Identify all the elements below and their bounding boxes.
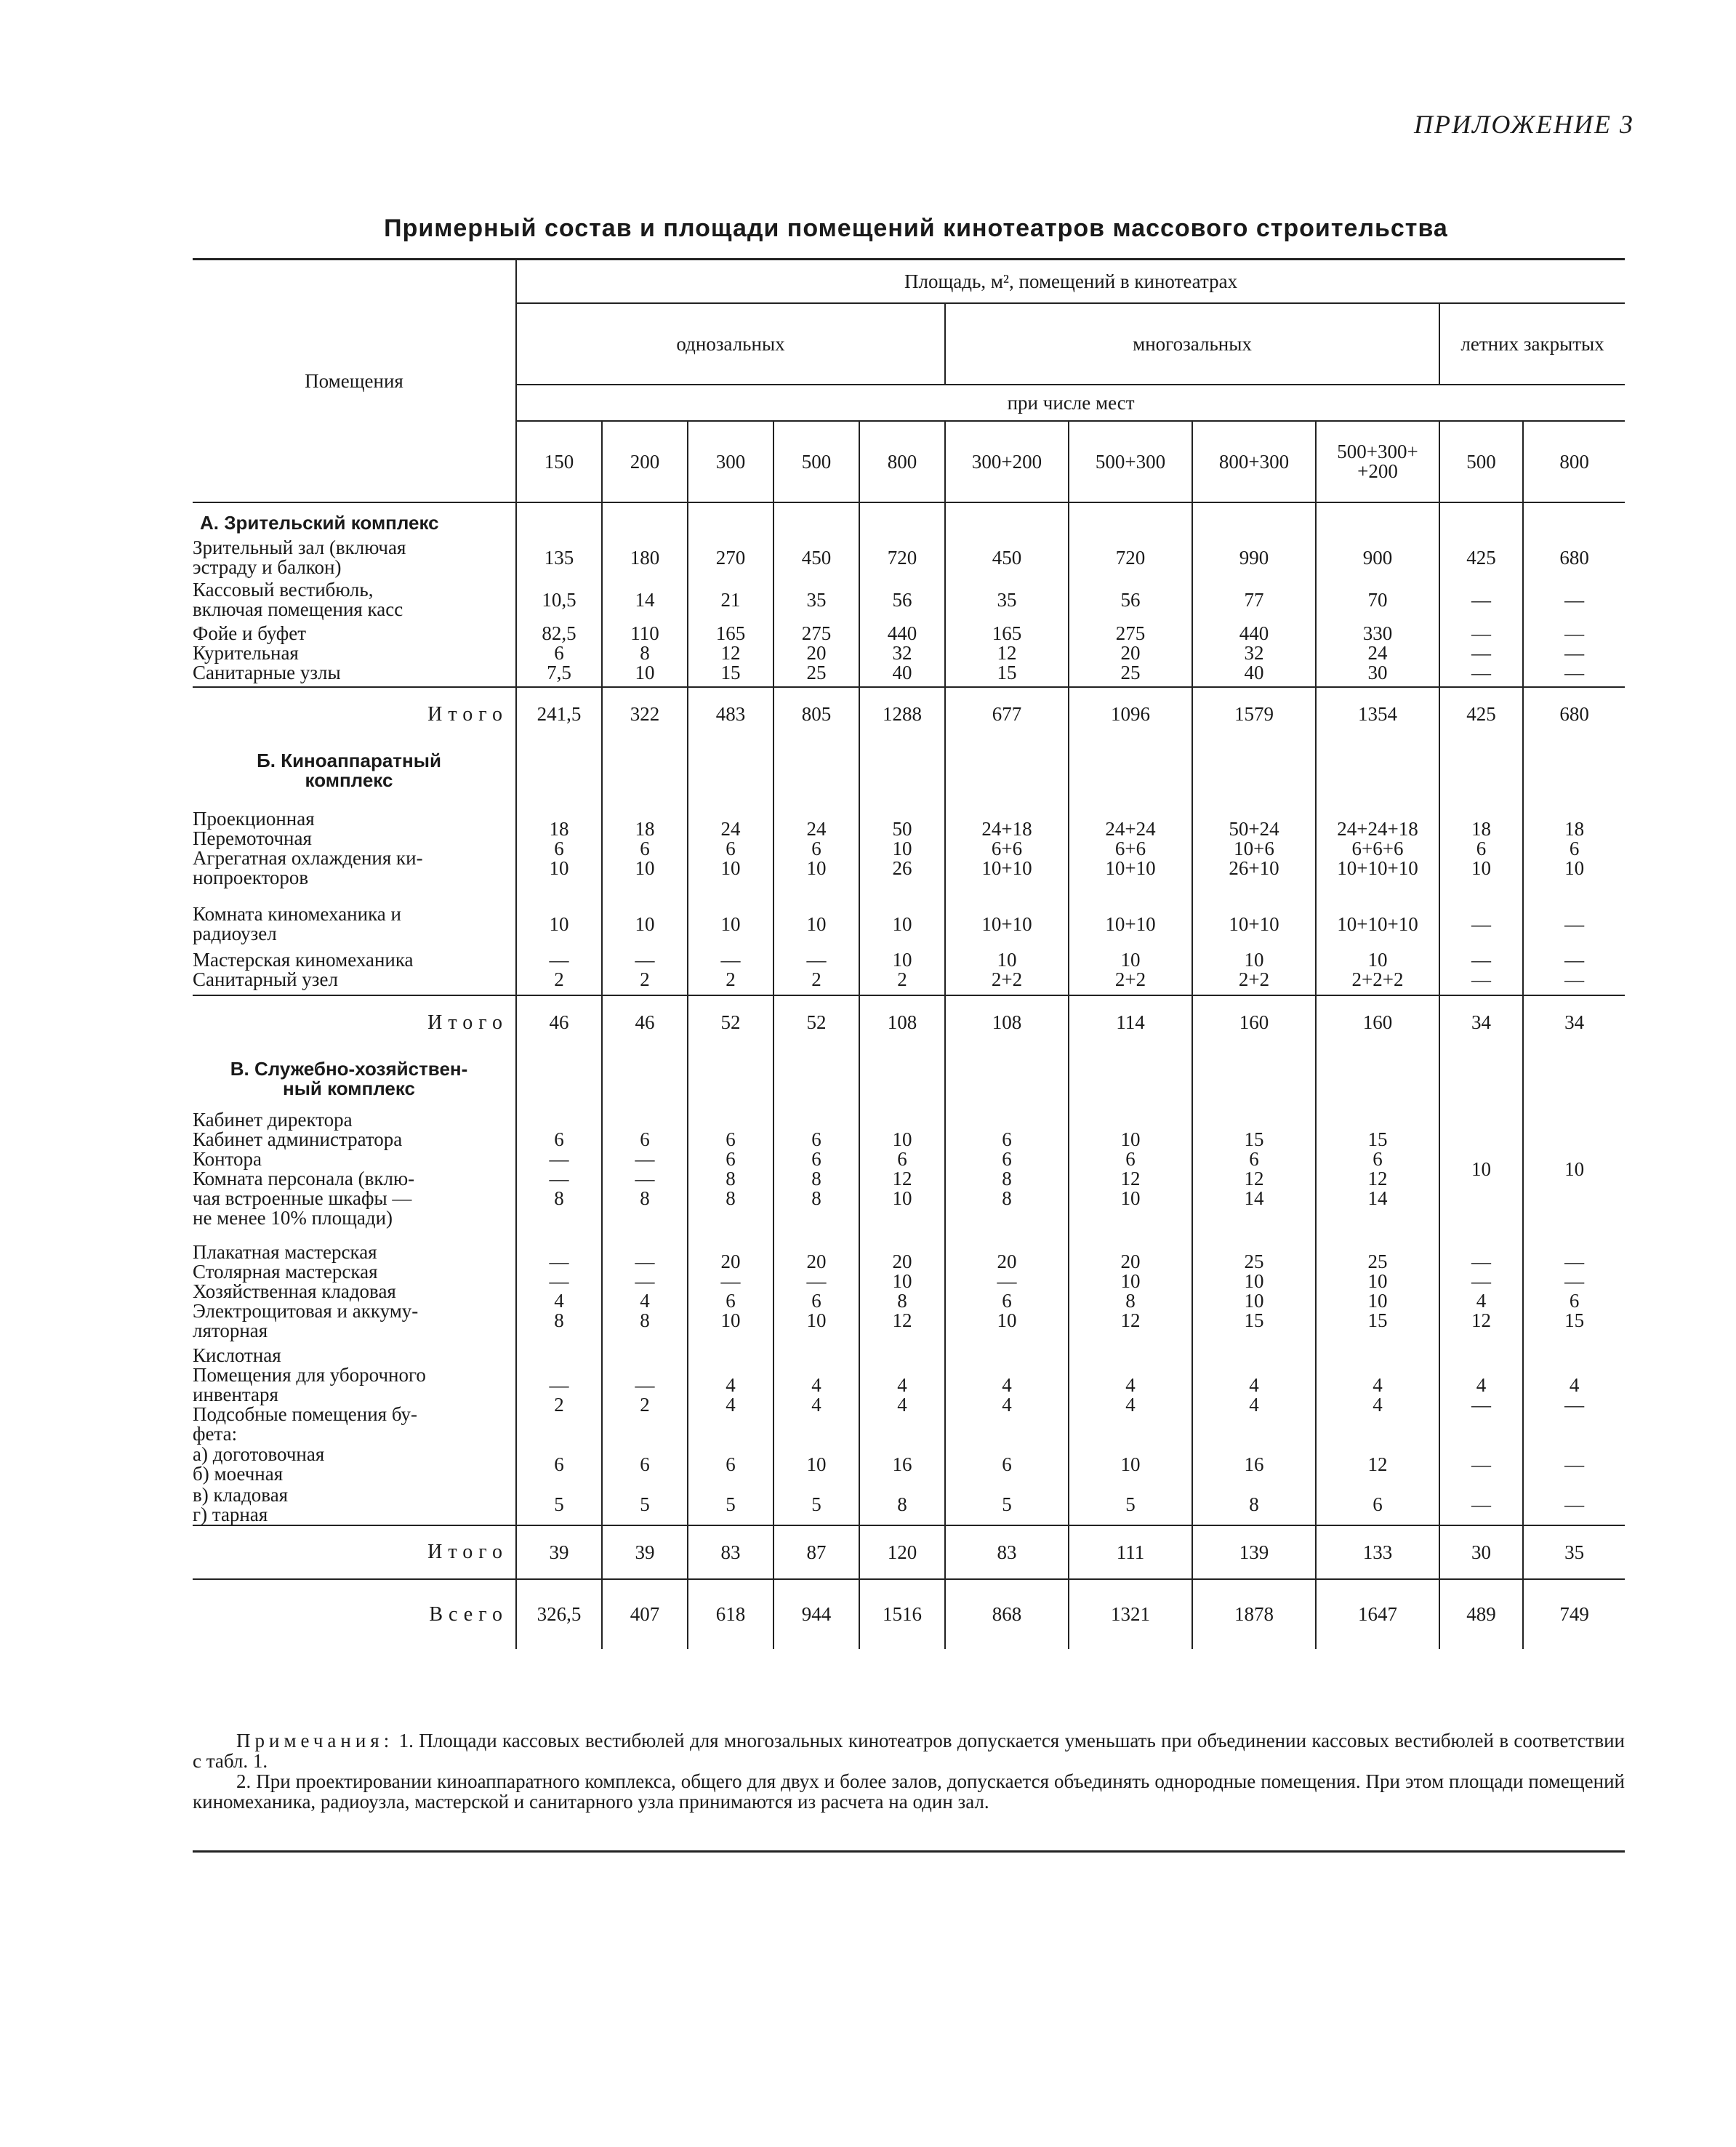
value-cell: 56 (859, 579, 945, 620)
empty-cell (602, 741, 688, 793)
total-cell: 30 (1439, 1525, 1523, 1579)
value-cell: 50+24 10+6 26+10 (1192, 793, 1316, 904)
value-cell: 135 (516, 536, 602, 579)
seats-column-header: 800+300 (1192, 421, 1316, 502)
value-cell: — — — (1523, 620, 1625, 687)
seats-column-header: 800 (1523, 421, 1625, 502)
value-cell: 24+18 6+6 10+10 (945, 793, 1069, 904)
value-cell: 6 (516, 1444, 602, 1485)
total-row (193, 687, 1625, 741)
empty-cell (516, 502, 602, 536)
notes-label: Примечания: (236, 1730, 394, 1751)
total-cell: 111 (1069, 1525, 1192, 1579)
row-label: Проекционная Перемоточная Агрегатная охлаждения ки- нопроекторов (193, 808, 423, 888)
grand-total-cell: 618 (688, 1579, 773, 1649)
value-cell: 720 (859, 536, 945, 579)
value-cell: 4 4 (1316, 1346, 1439, 1444)
value-cell: — — 6 15 (1523, 1237, 1625, 1346)
empty-cell (688, 502, 773, 536)
group-multi-hall: многозальных (945, 303, 1439, 385)
empty-cell (1439, 741, 1523, 793)
table-row (193, 904, 1625, 944)
empty-cell (688, 1049, 773, 1101)
value-cell: 20 — 6 10 (773, 1237, 859, 1346)
value-cell: 10 (1523, 1101, 1625, 1237)
value-cell: — (1439, 1485, 1523, 1525)
empty-cell (688, 741, 773, 793)
value-cell: 77 (1192, 579, 1316, 620)
value-cell: 20 — 6 10 (688, 1237, 773, 1346)
value-cell: 10 2 (859, 944, 945, 995)
value-cell: — — (1439, 944, 1523, 995)
value-cell: — 2 (602, 944, 688, 995)
value-cell: — (1439, 579, 1523, 620)
value-cell: 440 32 40 (859, 620, 945, 687)
table-row (193, 579, 1625, 620)
value-cell: 35 (945, 579, 1069, 620)
value-cell: — — 4 8 (516, 1237, 602, 1346)
value-cell: — 2 (516, 1346, 602, 1444)
rooms-column-header: Помещения (193, 260, 516, 503)
empty-cell (945, 502, 1069, 536)
empty-cell (1316, 741, 1439, 793)
total-cell: 805 (773, 687, 859, 741)
total-cell: 1354 (1316, 687, 1439, 741)
value-cell: 5 (602, 1485, 688, 1525)
value-cell: 6 6 8 8 (773, 1101, 859, 1237)
table-row (193, 536, 1625, 579)
row-label: Кассовый вестибюль, включая помещения касс (193, 579, 403, 620)
value-cell: 6 6 8 8 (945, 1101, 1069, 1237)
empty-cell (1192, 741, 1316, 793)
empty-cell (516, 741, 602, 793)
row-label: а) доготовочная б) моечная (193, 1443, 325, 1485)
grand-total-cell: 1321 (1069, 1579, 1192, 1649)
value-cell: — (1523, 579, 1625, 620)
value-cell: 5 (773, 1485, 859, 1525)
total-label: Итого (193, 1525, 516, 1579)
value-cell: 16 (859, 1444, 945, 1485)
total-cell: 39 (602, 1525, 688, 1579)
bottom-rule (193, 1850, 1625, 1853)
value-cell: 5 (1069, 1485, 1192, 1525)
value-cell: 24+24+18 6+6+6 10+10+10 (1316, 793, 1439, 904)
grand-total-row (193, 1579, 1625, 1649)
total-cell: 133 (1316, 1525, 1439, 1579)
total-row (193, 1525, 1625, 1579)
grand-total-cell: 749 (1523, 1579, 1625, 1649)
grand-total-cell: 868 (945, 1579, 1069, 1649)
value-cell: 4 — (1439, 1346, 1523, 1444)
value-cell: 6 (945, 1444, 1069, 1485)
rooms-area-table (193, 258, 1625, 1649)
value-cell: 6 — — 8 (602, 1101, 688, 1237)
value-cell: 4 4 (688, 1346, 773, 1444)
section-header-row (193, 741, 1625, 793)
grand-total-cell: 1878 (1192, 1579, 1316, 1649)
value-cell: 56 (1069, 579, 1192, 620)
value-cell: 25 10 10 15 (1316, 1237, 1439, 1346)
empty-cell (602, 502, 688, 536)
value-cell: 15 6 12 14 (1192, 1101, 1316, 1237)
value-cell: 24 6 10 (773, 793, 859, 904)
value-cell: 5 (945, 1485, 1069, 1525)
appendix-label: ПРИЛОЖЕНИЕ 3 (1414, 110, 1634, 139)
row-label: Плакатная мастерская Столярная мастерская Хозяйственная кладовая Электрощитовая и аккуму- ляторная (193, 1240, 419, 1341)
value-cell: 165 12 15 (945, 620, 1069, 687)
table-header (193, 260, 1625, 503)
group-summer: летних закрытых (1439, 303, 1625, 385)
value-cell: 14 (602, 579, 688, 620)
value-cell: 8 (1192, 1485, 1316, 1525)
value-cell: 15 6 12 14 (1316, 1101, 1439, 1237)
row-label: Зрительный зал (включая эстраду и балкон) (193, 537, 406, 578)
value-cell: 450 (945, 536, 1069, 579)
grand-total-cell: 489 (1439, 1579, 1523, 1649)
total-cell: 1096 (1069, 687, 1192, 741)
value-cell: 10 2+2+2 (1316, 944, 1439, 995)
value-cell: 10 (773, 1444, 859, 1485)
seats-column-header: 500+300 (1069, 421, 1192, 502)
value-cell: 4 4 (1069, 1346, 1192, 1444)
value-cell: 5 (516, 1485, 602, 1525)
table-row (193, 1485, 1625, 1525)
value-cell: 70 (1316, 579, 1439, 620)
value-cell: 20 — 6 10 (945, 1237, 1069, 1346)
value-cell: 8 (859, 1485, 945, 1525)
value-cell: 900 (1316, 536, 1439, 579)
grand-total-cell: 944 (773, 1579, 859, 1649)
total-cell: 425 (1439, 687, 1523, 741)
value-cell: — 2 (688, 944, 773, 995)
empty-cell (773, 1049, 859, 1101)
value-cell: 275 20 25 (1069, 620, 1192, 687)
value-cell: — (1439, 1444, 1523, 1485)
row-label: Кабинет директора Кабинет администратора Контора Комната персонала (вклю- чая встроенные шкафы — не менее 10% площади) (193, 1109, 415, 1229)
value-cell: — (1523, 1444, 1625, 1485)
total-cell: 87 (773, 1525, 859, 1579)
table-row (193, 793, 1625, 904)
total-cell: 39 (516, 1525, 602, 1579)
value-cell: 18 6 10 (1523, 793, 1625, 904)
value-cell: 50 10 26 (859, 793, 945, 904)
value-cell: 10+10 (1069, 904, 1192, 944)
empty-cell (1069, 1049, 1192, 1101)
value-cell: 10 (516, 904, 602, 944)
value-cell: 18 6 10 (516, 793, 602, 904)
value-cell: — 2 (773, 944, 859, 995)
total-cell: 160 (1316, 995, 1439, 1049)
empty-cell (945, 1049, 1069, 1101)
total-cell: 108 (859, 995, 945, 1049)
table-row (193, 1346, 1625, 1444)
value-cell: 4 4 (945, 1346, 1069, 1444)
seats-column-header: 300+200 (945, 421, 1069, 502)
total-cell: 677 (945, 687, 1069, 741)
value-cell: 10+10+10 (1316, 904, 1439, 944)
total-cell: 160 (1192, 995, 1316, 1049)
empty-cell (1439, 502, 1523, 536)
total-cell: 108 (945, 995, 1069, 1049)
row-label: Комната киномеханика и радиоузел (193, 903, 401, 944)
empty-cell (516, 1049, 602, 1101)
value-cell: 21 (688, 579, 773, 620)
value-cell: 5 (688, 1485, 773, 1525)
value-cell: — (1439, 904, 1523, 944)
value-cell: — 2 (516, 944, 602, 995)
empty-cell (859, 502, 945, 536)
seats-column-header: 300 (688, 421, 773, 502)
empty-cell (945, 741, 1069, 793)
section-header-row (193, 502, 1625, 536)
row-label: Мастерская киномеханика Санитарный узел (193, 948, 414, 990)
value-cell: 6 (688, 1444, 773, 1485)
seats-column-header: 200 (602, 421, 688, 502)
total-cell: 680 (1523, 687, 1625, 741)
empty-cell (1316, 502, 1439, 536)
section-title: Б. Киноаппаратный комплекс (257, 750, 441, 791)
value-cell: 330 24 30 (1316, 620, 1439, 687)
total-cell: 83 (688, 1525, 773, 1579)
value-cell: 680 (1523, 536, 1625, 579)
value-cell: 425 (1439, 536, 1523, 579)
empty-cell (1069, 741, 1192, 793)
value-cell: 6 (1316, 1485, 1439, 1525)
empty-cell (602, 1049, 688, 1101)
value-cell: 10 (1069, 1444, 1192, 1485)
value-cell: — — (1523, 944, 1625, 995)
value-cell: 4 4 (1192, 1346, 1316, 1444)
value-cell: 10 (688, 904, 773, 944)
section-header-row (193, 1049, 1625, 1101)
value-cell: — (1523, 904, 1625, 944)
total-cell: 114 (1069, 995, 1192, 1049)
table-row (193, 944, 1625, 995)
grand-total-cell: 407 (602, 1579, 688, 1649)
value-cell: 10+10 (945, 904, 1069, 944)
value-cell: 10+10 (1192, 904, 1316, 944)
total-cell: 1579 (1192, 687, 1316, 741)
note-2: 2. При проектировании киноаппаратного комплекса, общего для двух и более залов, допускается объединять однородные помещения. При этом площади помещений киномеханика, радиоузла, мастерской и санитарного узла принимаются из расчета на один зал. (193, 1770, 1625, 1813)
value-cell: 720 (1069, 536, 1192, 579)
grand-total-cell: 326,5 (516, 1579, 602, 1649)
value-cell: 20 10 8 12 (1069, 1237, 1192, 1346)
value-cell: 18 6 10 (602, 793, 688, 904)
value-cell: 4 — (1523, 1346, 1625, 1444)
value-cell: 10 6 12 10 (1069, 1101, 1192, 1237)
value-cell: 990 (1192, 536, 1316, 579)
value-cell: 4 4 (859, 1346, 945, 1444)
empty-cell (859, 741, 945, 793)
table-body (193, 502, 1625, 1649)
table-row (193, 1444, 1625, 1485)
empty-cell (1192, 502, 1316, 536)
empty-cell (1069, 502, 1192, 536)
value-cell: 18 6 10 (1439, 793, 1523, 904)
row-label: Кислотная Помещения для уборочного инвентаря Подсобные помещения бу- фета: (193, 1344, 426, 1445)
value-cell: 450 (773, 536, 859, 579)
value-cell: 35 (773, 579, 859, 620)
value-cell: 6 (602, 1444, 688, 1485)
seats-column-header: 800 (859, 421, 945, 502)
empty-cell (1523, 1049, 1625, 1101)
total-row (193, 995, 1625, 1049)
value-cell: 4 4 (773, 1346, 859, 1444)
value-cell: 10 (1439, 1101, 1523, 1237)
total-cell: 120 (859, 1525, 945, 1579)
total-label: Итого (193, 995, 516, 1049)
value-cell: 10 6 12 10 (859, 1101, 945, 1237)
total-label: Итого (193, 687, 516, 741)
value-cell: — (1523, 1485, 1625, 1525)
total-cell: 241,5 (516, 687, 602, 741)
value-cell: 20 10 8 12 (859, 1237, 945, 1346)
seats-column-header: 150 (516, 421, 602, 502)
value-cell: 270 (688, 536, 773, 579)
group-single-hall: однозальных (516, 303, 945, 385)
empty-cell (1523, 502, 1625, 536)
total-cell: 52 (773, 995, 859, 1049)
note-1: 1. Площади кассовых вестибюлей для многозальных кинотеатров допускается уменьшать при объединении кассовых вестибюлей в соответствии с табл. 1. (193, 1730, 1625, 1772)
empty-cell (773, 502, 859, 536)
grand-total-label: Всего (193, 1579, 516, 1649)
value-cell: 24+24 6+6 10+10 (1069, 793, 1192, 904)
seats-header: при числе мест (516, 385, 1625, 421)
row-label: Фойе и буфет Курительная Санитарные узлы (193, 622, 341, 683)
value-cell: 275 20 25 (773, 620, 859, 687)
area-header: Площадь, м², помещений в кинотеатрах (516, 260, 1625, 304)
total-cell: 483 (688, 687, 773, 741)
value-cell: 180 (602, 536, 688, 579)
table-row (193, 1237, 1625, 1346)
total-cell: 34 (1439, 995, 1523, 1049)
value-cell: — — — (1439, 620, 1523, 687)
value-cell: 6 — — 8 (516, 1101, 602, 1237)
section-title: А. Зрительский комплекс (200, 512, 439, 534)
total-cell: 34 (1523, 995, 1625, 1049)
value-cell: 165 12 15 (688, 620, 773, 687)
total-cell: 139 (1192, 1525, 1316, 1579)
row-label: в) кладовая г) тарная (193, 1483, 289, 1525)
total-cell: 35 (1523, 1525, 1625, 1579)
value-cell: 10 (859, 904, 945, 944)
value-cell: 10 2+2 (945, 944, 1069, 995)
value-cell: 25 10 10 15 (1192, 1237, 1316, 1346)
value-cell: 16 (1192, 1444, 1316, 1485)
value-cell: 24 6 10 (688, 793, 773, 904)
value-cell: 10 (773, 904, 859, 944)
value-cell: 10 (602, 904, 688, 944)
value-cell: — 2 (602, 1346, 688, 1444)
empty-cell (1192, 1049, 1316, 1101)
seats-column-header: 500+300+ +200 (1316, 421, 1439, 502)
value-cell: 10 2+2 (1192, 944, 1316, 995)
value-cell: 6 6 8 8 (688, 1101, 773, 1237)
total-cell: 83 (945, 1525, 1069, 1579)
seats-column-header: 500 (1439, 421, 1523, 502)
empty-cell (1316, 1049, 1439, 1101)
value-cell: 110 8 10 (602, 620, 688, 687)
total-cell: 322 (602, 687, 688, 741)
value-cell: — — 4 12 (1439, 1237, 1523, 1346)
seats-column-header: 500 (773, 421, 859, 502)
section-title: В. Служебно-хозяйствен- ный комплекс (230, 1058, 468, 1099)
table-row (193, 1101, 1625, 1237)
empty-cell (773, 741, 859, 793)
value-cell: — — 4 8 (602, 1237, 688, 1346)
page-title: Примерный состав и площади помещений кинотеатров массового строительства (384, 214, 1448, 242)
notes (193, 1730, 1625, 1812)
value-cell: 82,5 6 7,5 (516, 620, 602, 687)
empty-cell (1523, 741, 1625, 793)
grand-total-cell: 1647 (1316, 1579, 1439, 1649)
total-cell: 46 (602, 995, 688, 1049)
value-cell: 440 32 40 (1192, 620, 1316, 687)
total-cell: 52 (688, 995, 773, 1049)
grand-total-cell: 1516 (859, 1579, 945, 1649)
value-cell: 10,5 (516, 579, 602, 620)
value-cell: 12 (1316, 1444, 1439, 1485)
empty-cell (859, 1049, 945, 1101)
table-row (193, 620, 1625, 687)
total-cell: 46 (516, 995, 602, 1049)
value-cell: 10 2+2 (1069, 944, 1192, 995)
total-cell: 1288 (859, 687, 945, 741)
empty-cell (1439, 1049, 1523, 1101)
